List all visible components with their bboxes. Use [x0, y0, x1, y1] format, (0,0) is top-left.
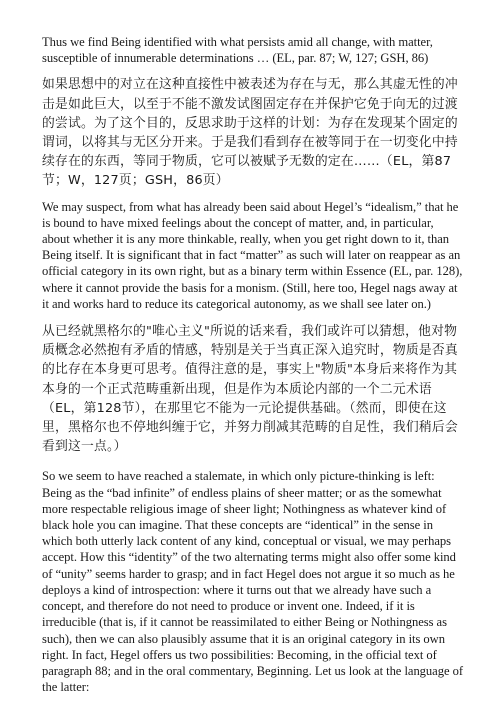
chinese-paragraph-2: 从已经就黑格尔的"唯心主义"所说的话来看，我们或许可以猜想，他对物质概念必然抱有矛盾的情感，特别是关于当真正深入追究时，物质是否真的比存在本身更可思考。值得注意的是，事实上"物质"本身后来将作为其本身的一个正式范畴重新出现，但是作为本质论内部的一个二元术语（EL，第128节），在那里它不能为一元论提供基础。（然而，即使在这里，黑格尔也不停地纠缠于它，并努力削减其范畴的自足性，我们稍后会看到这一点。）: [42, 324, 458, 455]
english-paragraph-3: So we seem to have reached a stalemate, in which only picture-thinking is left: Being as the “bad infinite” of endless plains of sheer matter; or as the somewhat more respectable religious image of sheer light; Nothingness as whatever kind of black hole you can imagine. That these concepts are “identical” in the sense in which both utterly lack content of any kind, conceptual or visual, we may perhaps accept. How this “identity” of the two alternating terms might also offer some kind of “unity” seems harder to grasp; and in fact Hegel does not argue it so much as he deploys a kind of introspection: where it turns out that we already have such a concept, and therefore do not need to produce or invent one. Indeed, if it is irreducible (that is, if it cannot be reassimilated to either Being or Nothingness as such), then we can also plausibly assume that it is an original category in its own right. In fact, Hegel offers us two possibilities: Becoming, in the official text of paragraph 88; and in the oral commentary, Beginning. Let us look at the language of the latter:: [42, 469, 463, 695]
chinese-paragraph-1: 如果思想中的对立在这种直接性中被表述为存在与无，那么其虚无性的冲击是如此巨大，以至于不能不激发试图固定存在并保护它免于向无的过渡的尝试。为了这个目的，反思求助于这样的计划：为存在发现某个固定的谓词，以将其与无区分开来。于是我们看到存在被等同于在一切变化中持续存在的东西，等同于物质，它可以被赋予无数的定在……（EL，第87节；W，127页；GSH，86页）: [42, 77, 458, 189]
english-paragraph-1: Thus we find Being identified with what persists amid all change, with matter, susceptible of innumerable determinations … (EL, par. 87; W, 127; GSH, 86): [42, 35, 433, 66]
english-paragraph-2: We may suspect, from what has already been said about Hegel’s “idealism,” that he is bound to have mixed feelings about the concept of matter, and, in particular, about whether it is any more thinkable, really, when you get right down to it, than Being itself. It is significant that in fact “matter” as such will later on reappear as an official category in its own right, but as a binary term within Essence (EL, par. 128), where it cannot provide the basis for a monism. (Still, here too, Hegel nags away at it and works hard to reduce its categorical autonomy, as we shall see later on.): [42, 199, 463, 311]
